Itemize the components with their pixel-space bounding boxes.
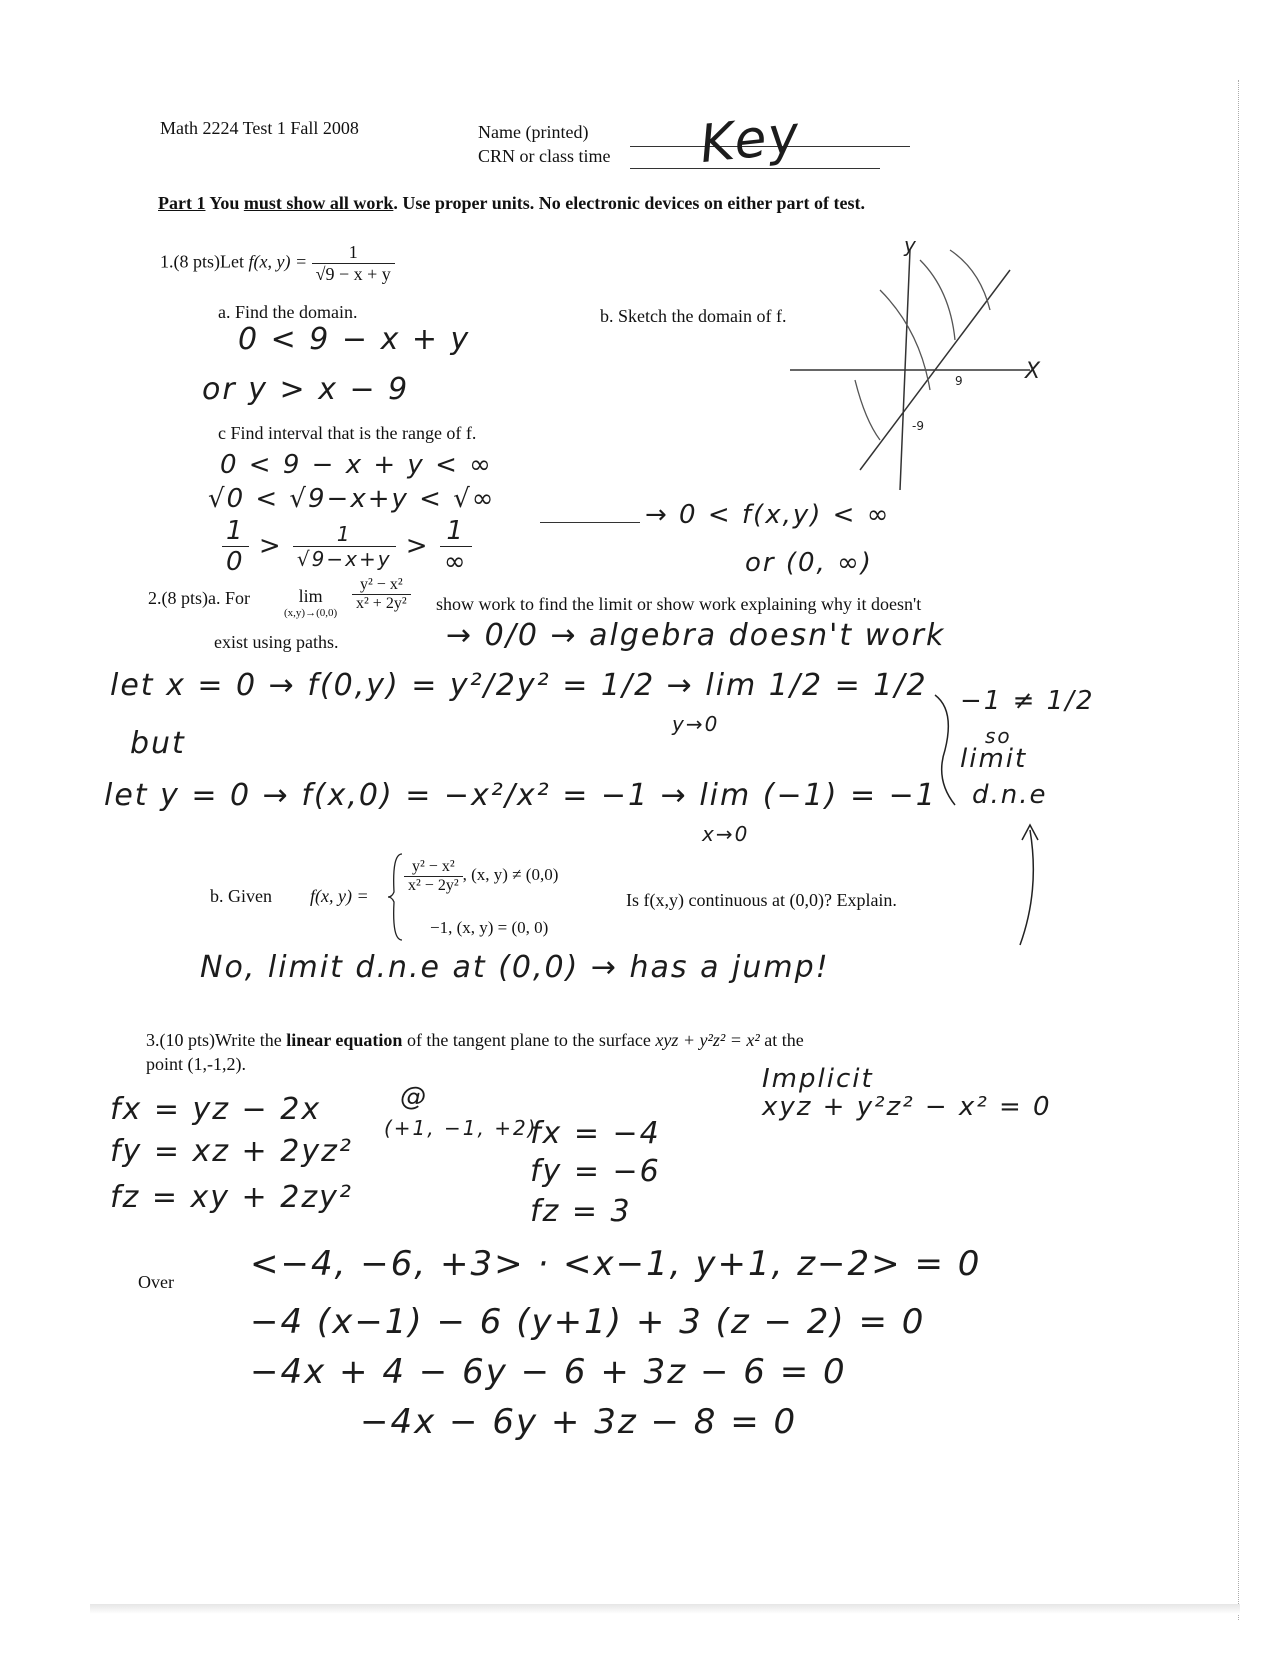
q3-work-fx: fx = yz − 2x [110, 1092, 322, 1127]
q3-work-pt: (+1, −1, +2) [384, 1116, 538, 1140]
part1-must: must show all work [243, 193, 394, 213]
q3-work-vz: fz = 3 [530, 1194, 632, 1229]
q1-part-b: b. Sketch the domain of f. [600, 306, 787, 326]
q1-fn-den: √9 − x + y [315, 264, 391, 284]
q3-work-l4: −4x − 6y + 3z − 8 = 0 [360, 1402, 798, 1442]
c3-den1: 0 [226, 547, 245, 577]
q2-work-4: let y = 0 → f(x,0) = −x²/x² = −1 → lim (−1) = −1 [104, 778, 937, 813]
q2-limit [284, 586, 337, 619]
q3-work-fz: fz = xy + 2zy² [110, 1180, 353, 1215]
q2-side-2: so [985, 724, 1012, 748]
q1-work-c2: √0 < √9−x+y < √∞ [208, 484, 496, 514]
q1-work-c4: → 0 < f(x,y) < ∞ [645, 500, 891, 530]
q2-brace-path [935, 695, 955, 805]
q2-work-3: but [130, 726, 186, 761]
q2-part-b-lhs [310, 886, 369, 907]
q1-work-a2: or y > x − 9 [202, 372, 410, 407]
c3-frac-3 [440, 516, 472, 577]
q3-work-l3: −4x + 4 − 6y − 6 + 3z − 6 = 0 [250, 1352, 847, 1392]
q2-lim: lim [298, 586, 323, 606]
q2-side-4: d.n.e [972, 780, 1048, 810]
q1-fraction [312, 242, 395, 285]
q3-text2: at the [759, 1030, 804, 1050]
q2-fraction [352, 576, 411, 613]
q2-part-b-question: Is f(x,y) continuous at (0,0)? Explain. [626, 890, 897, 910]
q2-work-2: let x = 0 → f(0,y) = y²/2y² = 1/2 → lim 1/2 = 1/2 [110, 668, 928, 703]
q2-case1-num: y² − x² [404, 858, 463, 877]
q2-text2: exist using paths. [214, 632, 339, 652]
q1-part-a: a. Find the domain. [218, 302, 358, 322]
q3-eq: xyz + y²z² = x² [655, 1030, 760, 1050]
sketch-shade-4 [855, 380, 880, 440]
q1-work-c5: or (0, ∞) [745, 548, 873, 578]
q2-text: show work to find the limit or show work explaining why it doesn't [436, 594, 922, 614]
q2-arrow-line [1020, 830, 1033, 945]
part1-instructions [158, 193, 865, 214]
scan-bottom-shadow [90, 1604, 1240, 1614]
q3-work-vx: fx = −4 [530, 1116, 661, 1151]
q1-prefix: 1.(8 pts)Let [160, 251, 249, 272]
q3-bold: linear equation [286, 1030, 403, 1050]
domain-sketch [780, 230, 1060, 500]
q2-work-1: → 0/0 → algebra doesn't work [446, 618, 946, 653]
sketch-y-label: y [904, 233, 916, 257]
q2-case1-cond: , (x, y) ≠ (0,0) [462, 865, 559, 885]
q3-text: of the tangent plane to the surface [402, 1030, 656, 1050]
sketch-shade-3 [950, 250, 990, 310]
q1-work-c1: 0 < 9 − x + y < ∞ [220, 450, 493, 480]
sketch-9-label: 9 [955, 374, 963, 388]
q1-fn-num: 1 [312, 242, 395, 264]
q2-case2: −1, (x, y) = (0, 0) [430, 918, 549, 937]
c3-num3: 1 [440, 516, 472, 547]
name-label: Name (printed) [478, 122, 589, 142]
q2-arrow-up [1010, 820, 1050, 950]
q1-work-a1: 0 < 9 − x + y [238, 322, 471, 357]
q3-work-impl: Implicit [762, 1064, 874, 1094]
q2-case1-den: x² − 2y² [408, 877, 459, 894]
part1-text-b: . Use proper units. No electronic devices on either part of test. [393, 193, 865, 213]
name-written: Key [697, 104, 804, 176]
q2-side-1: −1 ≠ 1/2 [960, 686, 1095, 716]
q3-work-vy: fy = −6 [530, 1154, 661, 1189]
crn-label: CRN or class time [478, 146, 611, 166]
q2-case1 [404, 858, 558, 895]
scan-edge [1238, 80, 1241, 1620]
q2-den: x² + 2y² [356, 595, 407, 612]
q3-work-impl-eq: xyz + y²z² − x² = 0 [762, 1092, 1052, 1122]
c3-gt-2: > [405, 531, 430, 561]
q2-piecewise-brace [388, 852, 404, 942]
c3-den3: ∞ [443, 547, 468, 577]
c3-num1: 1 [222, 516, 249, 547]
q2-work-2-sub: y→0 [672, 712, 720, 736]
q2-lim-sub: (x,y)→(0,0) [284, 607, 338, 619]
sketch-x-label: X [1025, 359, 1041, 384]
q2-brace [930, 690, 960, 810]
c3-num2: 1 [293, 522, 396, 547]
q3-prefix: 3.(10 pts)Write the [146, 1030, 287, 1050]
q2-work-b: No, limit d.n.e at (0,0) → has a jump! [200, 950, 830, 985]
q1-statement [160, 242, 395, 285]
q3-work-fy: fy = xz + 2yz² [110, 1134, 353, 1169]
sketch-neg9-label: -9 [912, 419, 924, 433]
q2-prefix: 2.(8 pts)a. For [148, 588, 250, 608]
q2-num: y² − x² [352, 576, 411, 595]
q1-fn-lhs: f(x, y) = [248, 251, 308, 272]
course-title: Math 2224 Test 1 Fall 2008 [160, 118, 359, 138]
q2-part-b-label: b. Given [210, 886, 272, 906]
q1-work-c3 [222, 516, 472, 577]
q3-work-l1: <−4, −6, +3> · <x−1, y+1, z−2> = 0 [250, 1244, 982, 1284]
q2-part-b-lhs-text: f(x, y) = [310, 886, 369, 906]
q3-work-l2: −4 (x−1) − 6 (y+1) + 3 (z − 2) = 0 [250, 1302, 926, 1342]
q1-part-c: c Find interval that is the range of f. [218, 423, 477, 443]
q3-text3: point (1,-1,2). [146, 1054, 246, 1074]
q3-work-at: @ [400, 1082, 428, 1112]
q3-statement [146, 1030, 804, 1051]
q2-piecewise-brace-path [388, 854, 402, 940]
c3-den2: √9−x+y [296, 547, 392, 571]
q2-side-3: limit [960, 744, 1028, 774]
c3-frac-2 [293, 522, 396, 571]
q3-over: Over [138, 1272, 174, 1292]
c3-frac-1 [222, 516, 249, 577]
c3-arrow-line [540, 522, 640, 523]
c3-gt-1: > [258, 531, 283, 561]
part1-label: Part 1 [158, 193, 206, 213]
part1-text-a: You [209, 193, 244, 213]
sketch-shade-2 [920, 260, 955, 340]
q2-work-4-sub: x→0 [702, 822, 750, 846]
